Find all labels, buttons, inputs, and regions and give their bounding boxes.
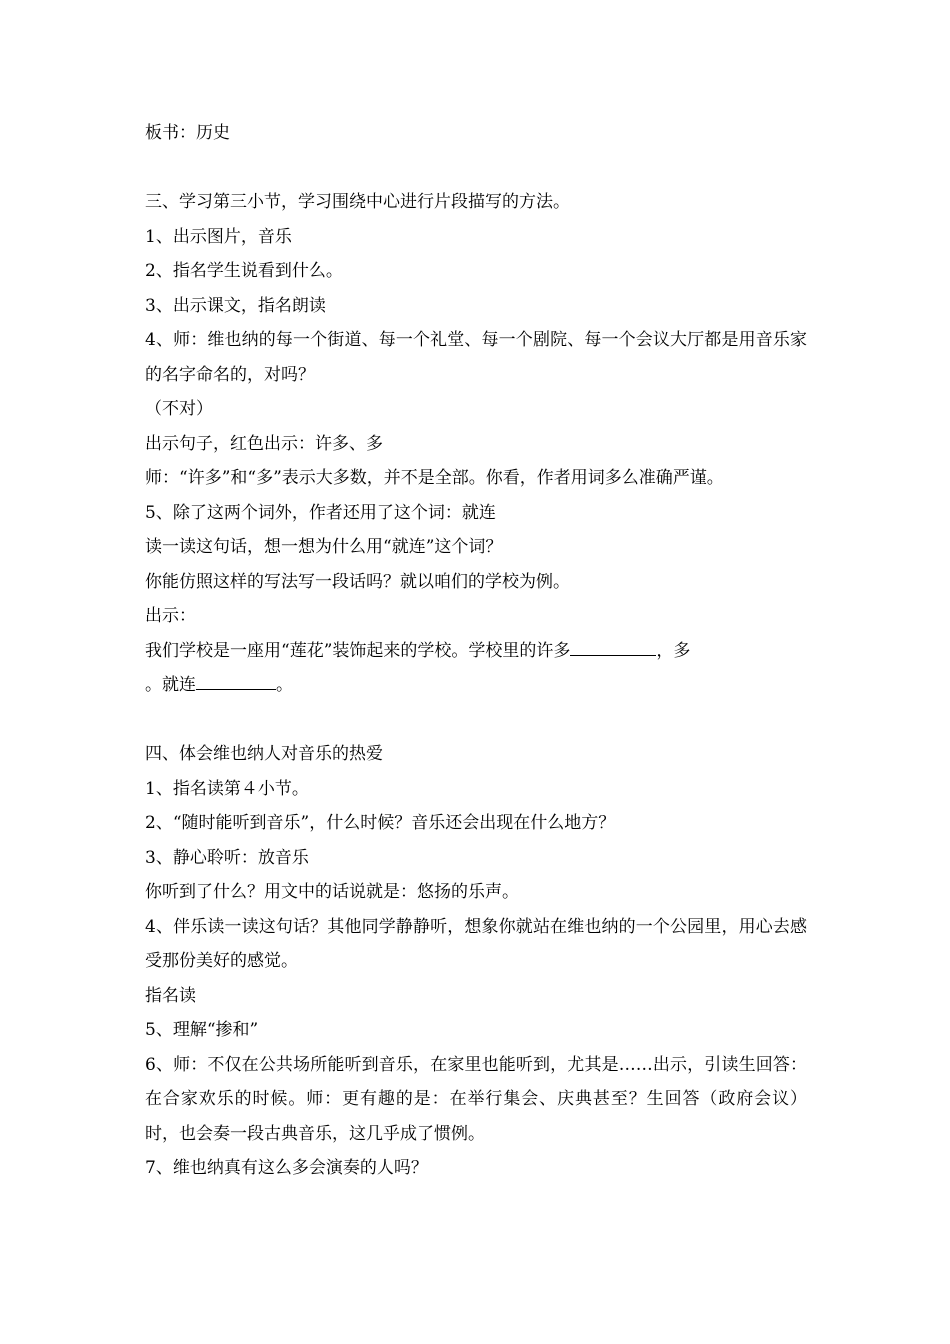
spacer	[145, 703, 807, 738]
paragraph: 出示：	[145, 606, 196, 626]
paragraph: 7、维也纳真有这么多会演奏的人吗？	[145, 1158, 428, 1178]
fill-blank	[196, 688, 276, 690]
paragraph: 3、静心聆听：放音乐	[145, 847, 309, 868]
fill-in-sentence	[145, 634, 807, 669]
section-four-heading: 四、体会维也纳人对音乐的热爱	[145, 744, 383, 764]
paragraph: 4、师：维也纳的每一个街道、每一个礼堂、每一个剧院、每一个会议大厅都是用音乐家的名字命名的，对吗？	[145, 330, 807, 385]
fill-text: 我们学校是一座用“莲花”装饰起来的学校。学校里的许多	[145, 640, 571, 661]
paragraph: 6、师：不仅在公共场所能听到音乐，在家里也能听到，尤其是……出示，引读生回答：在合家欢乐的时候。师：更有趣的是：在举行集会、庆典甚至？生回答（政府会议）时，也会奏一段古典音乐，这几乎成了惯例。	[145, 1054, 807, 1144]
paragraph: 师：“许多”和“多”表示大多数，并不是全部。你看，作者用词多么准确严谨。	[145, 468, 724, 488]
paragraph: 3、出示课文，指名朗读	[145, 295, 326, 316]
paragraph: （不对）	[145, 399, 213, 419]
paragraph: 出示句子，红色出示：许多、多	[145, 433, 383, 454]
fill-blank	[570, 654, 656, 656]
paragraph: 1、指名读第４小节。	[145, 778, 309, 799]
paragraph: 读一读这句话，想一想为什么用“就连”这个词？	[145, 537, 503, 557]
fill-in-sentence	[145, 668, 807, 703]
fill-text: ，多	[656, 640, 691, 661]
paragraph: 2、“随时能听到音乐”，什么时候？音乐还会出现在什么地方？	[145, 813, 616, 833]
paragraph: 你能仿照这样的写法写一段话吗？就以咱们的学校为例。	[145, 571, 570, 592]
paragraph: 你听到了什么？用文中的话说就是：悠扬的乐声。	[145, 882, 519, 902]
paragraph: 2、指名学生说看到什么。	[145, 261, 343, 281]
board-note: 板书：历史	[145, 123, 230, 143]
fill-text: 。	[276, 675, 293, 695]
paragraph: 4、伴乐读一读这句话？其他同学静静听，想象你就站在维也纳的一个公园里，用心去感受那份美好的感觉。	[145, 916, 807, 971]
spacer	[145, 151, 807, 186]
section-three-heading: 三、学习第三小节，学习围绕中心进行片段描写的方法。	[145, 192, 570, 212]
fill-text: 。就连	[145, 675, 196, 695]
document-body	[145, 116, 807, 1186]
paragraph: 指名读	[145, 985, 196, 1006]
paragraph: 5、理解“掺和”	[145, 1020, 259, 1040]
paragraph: 1、出示图片，音乐	[145, 226, 292, 247]
paragraph: 5、除了这两个词外，作者还用了这个词：就连	[145, 502, 496, 523]
